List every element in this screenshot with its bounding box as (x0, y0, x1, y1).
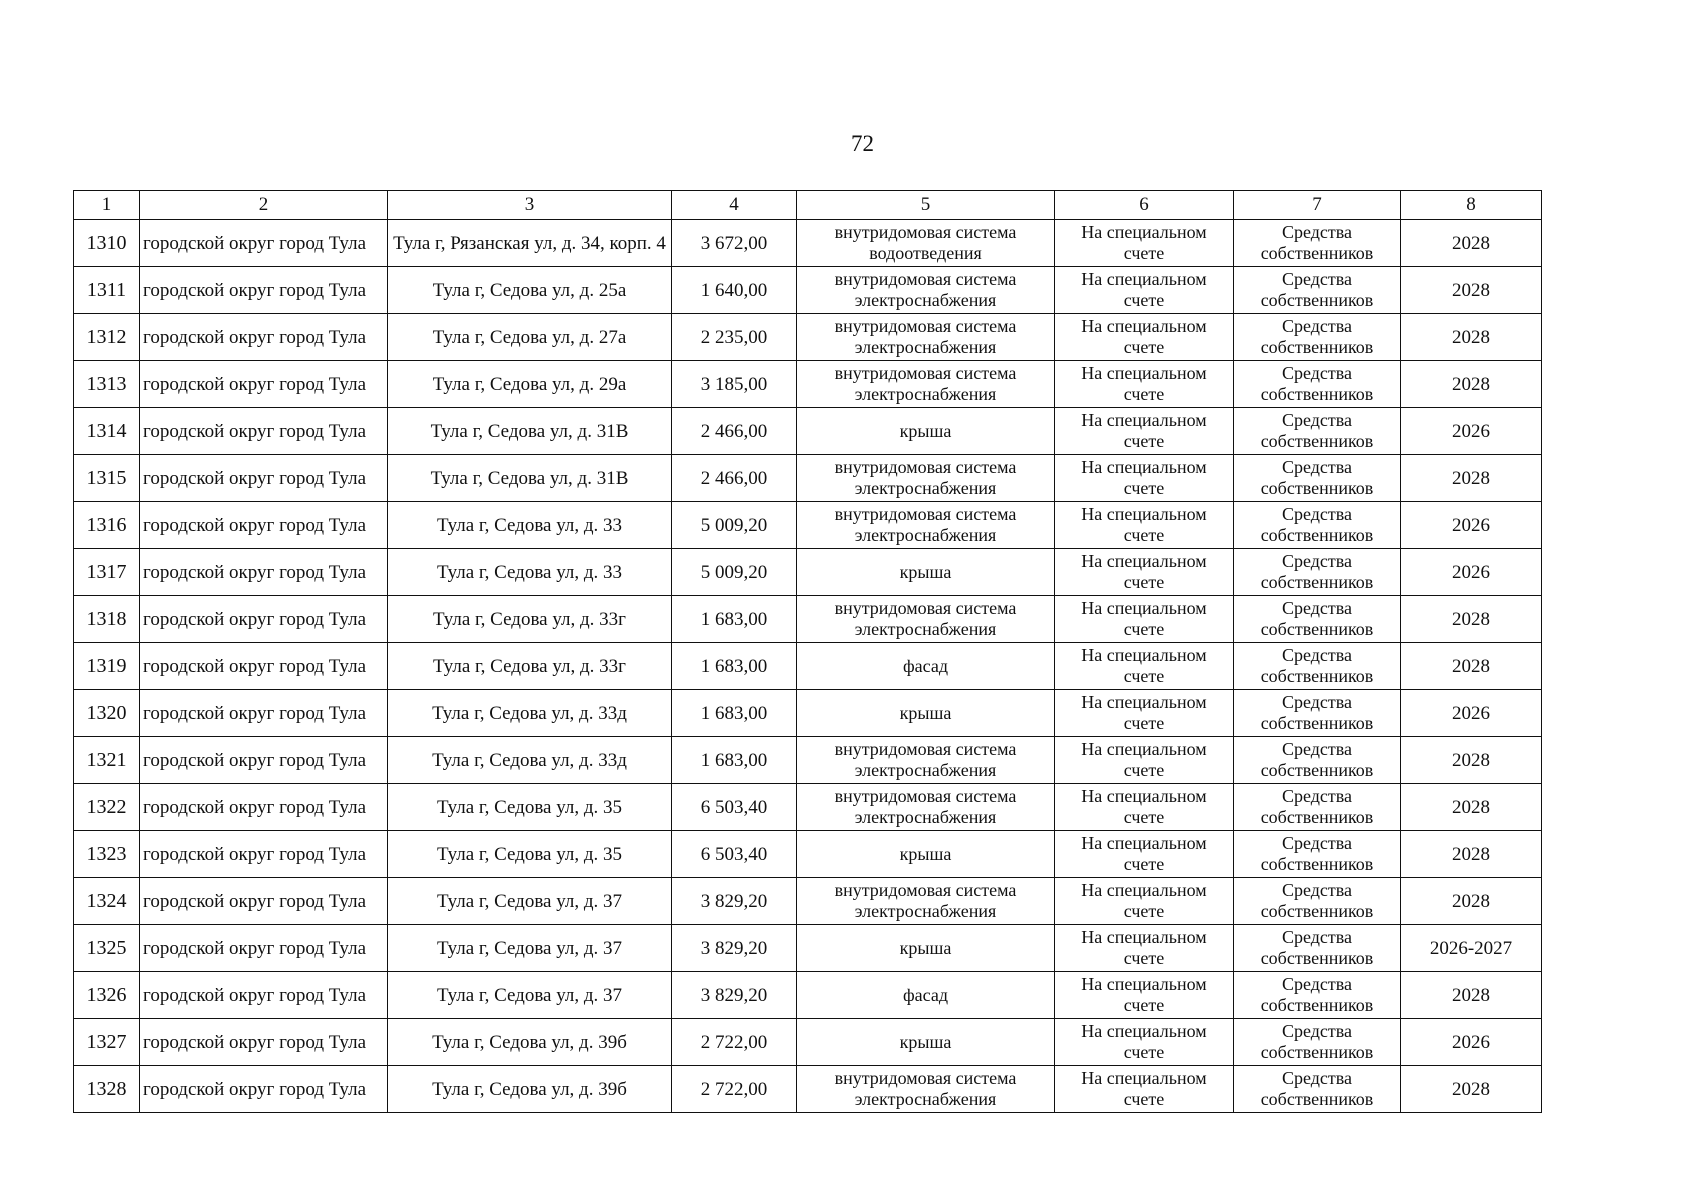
work-type-cell: фасад (797, 643, 1055, 690)
table-body (74, 220, 1542, 1113)
planned-year-cell: 2026 (1401, 690, 1542, 737)
funding-source-cell: Средства собственников (1234, 784, 1401, 831)
row-number: 1324 (74, 878, 140, 925)
row-number: 1321 (74, 737, 140, 784)
address-cell: Тула г, Седова ул, д. 27а (388, 314, 672, 361)
row-number: 1318 (74, 596, 140, 643)
table-row (74, 925, 1542, 972)
header-row (74, 191, 1542, 220)
work-type-cell: крыша (797, 690, 1055, 737)
planned-year-cell: 2028 (1401, 831, 1542, 878)
address-cell: Тула г, Седова ул, д. 39б (388, 1019, 672, 1066)
area-cell: 1 683,00 (672, 643, 797, 690)
funding-source-cell: Средства собственников (1234, 502, 1401, 549)
address-cell: Тула г, Седова ул, д. 33г (388, 596, 672, 643)
area-cell: 3 185,00 (672, 361, 797, 408)
funding-source-cell: Средства собственников (1234, 643, 1401, 690)
funding-source-cell: Средства собственников (1234, 220, 1401, 267)
header-cell: 4 (672, 191, 797, 220)
work-type-cell: внутридомовая система электроснабжения (797, 596, 1055, 643)
fund-account-cell: На специальном счете (1055, 220, 1234, 267)
header-cell: 5 (797, 191, 1055, 220)
table-row (74, 220, 1542, 267)
work-type-cell: крыша (797, 1019, 1055, 1066)
fund-account-cell: На специальном счете (1055, 267, 1234, 314)
funding-source-cell: Средства собственников (1234, 878, 1401, 925)
work-type-cell: внутридомовая система электроснабжения (797, 455, 1055, 502)
planned-year-cell: 2028 (1401, 643, 1542, 690)
work-type-cell: крыша (797, 925, 1055, 972)
address-cell: Тула г, Седова ул, д. 37 (388, 925, 672, 972)
row-number: 1312 (74, 314, 140, 361)
work-type-cell: внутридомовая система электроснабжения (797, 267, 1055, 314)
address-cell: Тула г, Седова ул, д. 33 (388, 502, 672, 549)
header-cell: 8 (1401, 191, 1542, 220)
address-cell: Тула г, Седова ул, д. 37 (388, 972, 672, 1019)
district-cell: городской округ город Тула (140, 549, 388, 596)
area-cell: 3 829,20 (672, 878, 797, 925)
district-cell: городской округ город Тула (140, 737, 388, 784)
work-type-cell: фасад (797, 972, 1055, 1019)
row-number: 1323 (74, 831, 140, 878)
header-cell: 1 (74, 191, 140, 220)
work-type-cell: внутридомовая система водоотведения (797, 220, 1055, 267)
planned-year-cell: 2028 (1401, 455, 1542, 502)
table-row (74, 737, 1542, 784)
funding-source-cell: Средства собственников (1234, 1066, 1401, 1113)
address-cell: Тула г, Седова ул, д. 39б (388, 1066, 672, 1113)
funding-source-cell: Средства собственников (1234, 831, 1401, 878)
row-number: 1320 (74, 690, 140, 737)
address-cell: Тула г, Седова ул, д. 33 (388, 549, 672, 596)
funding-source-cell: Средства собственников (1234, 925, 1401, 972)
address-cell: Тула г, Седова ул, д. 35 (388, 784, 672, 831)
area-cell: 2 466,00 (672, 408, 797, 455)
table-row (74, 1019, 1542, 1066)
fund-account-cell: На специальном счете (1055, 549, 1234, 596)
funding-source-cell: Средства собственников (1234, 1019, 1401, 1066)
planned-year-cell: 2028 (1401, 1066, 1542, 1113)
funding-source-cell: Средства собственников (1234, 549, 1401, 596)
table-row (74, 267, 1542, 314)
funding-source-cell: Средства собственников (1234, 408, 1401, 455)
area-cell: 1 683,00 (672, 596, 797, 643)
table-row (74, 972, 1542, 1019)
district-cell: городской округ город Тула (140, 643, 388, 690)
district-cell: городской округ город Тула (140, 361, 388, 408)
planned-year-cell: 2026 (1401, 408, 1542, 455)
planned-year-cell: 2026 (1401, 502, 1542, 549)
fund-account-cell: На специальном счете (1055, 972, 1234, 1019)
table-row (74, 455, 1542, 502)
work-type-cell: крыша (797, 549, 1055, 596)
table-row (74, 1066, 1542, 1113)
address-cell: Тула г, Седова ул, д. 31В (388, 455, 672, 502)
address-cell: Тула г, Седова ул, д. 33д (388, 737, 672, 784)
district-cell: городской округ город Тула (140, 408, 388, 455)
table-row (74, 878, 1542, 925)
table-row (74, 784, 1542, 831)
address-cell: Тула г, Седова ул, д. 29а (388, 361, 672, 408)
table-row (74, 596, 1542, 643)
table-row (74, 502, 1542, 549)
table-row (74, 361, 1542, 408)
district-cell: городской округ город Тула (140, 1066, 388, 1113)
fund-account-cell: На специальном счете (1055, 878, 1234, 925)
planned-year-cell: 2028 (1401, 878, 1542, 925)
address-cell: Тула г, Седова ул, д. 33г (388, 643, 672, 690)
row-number: 1328 (74, 1066, 140, 1113)
address-cell: Тула г, Седова ул, д. 35 (388, 831, 672, 878)
header-cell: 3 (388, 191, 672, 220)
page-number: 72 (851, 131, 874, 156)
address-cell: Тула г, Седова ул, д. 33д (388, 690, 672, 737)
funding-source-cell: Средства собственников (1234, 267, 1401, 314)
planned-year-cell: 2028 (1401, 972, 1542, 1019)
fund-account-cell: На специальном счете (1055, 596, 1234, 643)
row-number: 1310 (74, 220, 140, 267)
header-cell: 2 (140, 191, 388, 220)
work-type-cell: внутридомовая система электроснабжения (797, 314, 1055, 361)
district-cell: городской округ город Тула (140, 972, 388, 1019)
row-number: 1311 (74, 267, 140, 314)
planned-year-cell: 2028 (1401, 737, 1542, 784)
address-cell: Тула г, Седова ул, д. 31В (388, 408, 672, 455)
area-cell: 2 466,00 (672, 455, 797, 502)
table-row (74, 549, 1542, 596)
row-number: 1315 (74, 455, 140, 502)
work-type-cell: крыша (797, 408, 1055, 455)
funding-source-cell: Средства собственников (1234, 596, 1401, 643)
work-type-cell: крыша (797, 831, 1055, 878)
area-cell: 1 683,00 (672, 737, 797, 784)
area-cell: 3 829,20 (672, 925, 797, 972)
district-cell: городской округ город Тула (140, 878, 388, 925)
fund-account-cell: На специальном счете (1055, 455, 1234, 502)
address-cell: Тула г, Рязанская ул, д. 34, корп. 4 (388, 220, 672, 267)
repair-register-table (73, 190, 1542, 1113)
work-type-cell: внутридомовая система электроснабжения (797, 878, 1055, 925)
fund-account-cell: На специальном счете (1055, 643, 1234, 690)
area-cell: 3 829,20 (672, 972, 797, 1019)
funding-source-cell: Средства собственников (1234, 737, 1401, 784)
table-row (74, 831, 1542, 878)
area-cell: 5 009,20 (672, 549, 797, 596)
work-type-cell: внутридомовая система электроснабжения (797, 784, 1055, 831)
work-type-cell: внутридомовая система электроснабжения (797, 737, 1055, 784)
table-row (74, 314, 1542, 361)
row-number: 1322 (74, 784, 140, 831)
fund-account-cell: На специальном счете (1055, 502, 1234, 549)
district-cell: городской округ город Тула (140, 502, 388, 549)
district-cell: городской округ город Тула (140, 596, 388, 643)
district-cell: городской округ город Тула (140, 455, 388, 502)
planned-year-cell: 2028 (1401, 314, 1542, 361)
area-cell: 6 503,40 (672, 831, 797, 878)
district-cell: городской округ город Тула (140, 1019, 388, 1066)
district-cell: городской округ город Тула (140, 831, 388, 878)
planned-year-cell: 2026 (1401, 1019, 1542, 1066)
work-type-cell: внутридомовая система электроснабжения (797, 1066, 1055, 1113)
planned-year-cell: 2028 (1401, 220, 1542, 267)
area-cell: 1 683,00 (672, 690, 797, 737)
planned-year-cell: 2028 (1401, 361, 1542, 408)
fund-account-cell: На специальном счете (1055, 361, 1234, 408)
planned-year-cell: 2028 (1401, 784, 1542, 831)
planned-year-cell: 2028 (1401, 267, 1542, 314)
row-number: 1316 (74, 502, 140, 549)
fund-account-cell: На специальном счете (1055, 925, 1234, 972)
address-cell: Тула г, Седова ул, д. 37 (388, 878, 672, 925)
district-cell: городской округ город Тула (140, 267, 388, 314)
area-cell: 2 235,00 (672, 314, 797, 361)
table-row (74, 643, 1542, 690)
fund-account-cell: На специальном счете (1055, 784, 1234, 831)
table-row (74, 408, 1542, 455)
funding-source-cell: Средства собственников (1234, 361, 1401, 408)
fund-account-cell: На специальном счете (1055, 737, 1234, 784)
row-number: 1314 (74, 408, 140, 455)
work-type-cell: внутридомовая система электроснабжения (797, 502, 1055, 549)
area-cell: 2 722,00 (672, 1019, 797, 1066)
district-cell: городской округ город Тула (140, 314, 388, 361)
district-cell: городской округ город Тула (140, 925, 388, 972)
row-number: 1319 (74, 643, 140, 690)
fund-account-cell: На специальном счете (1055, 831, 1234, 878)
fund-account-cell: На специальном счете (1055, 314, 1234, 361)
district-cell: городской округ город Тула (140, 784, 388, 831)
funding-source-cell: Средства собственников (1234, 455, 1401, 502)
table-row (74, 690, 1542, 737)
planned-year-cell: 2026 (1401, 549, 1542, 596)
fund-account-cell: На специальном счете (1055, 1019, 1234, 1066)
funding-source-cell: Средства собственников (1234, 314, 1401, 361)
area-cell: 3 672,00 (672, 220, 797, 267)
funding-source-cell: Средства собственников (1234, 690, 1401, 737)
row-number: 1317 (74, 549, 140, 596)
row-number: 1313 (74, 361, 140, 408)
district-cell: городской округ город Тула (140, 690, 388, 737)
funding-source-cell: Средства собственников (1234, 972, 1401, 1019)
fund-account-cell: На специальном счете (1055, 690, 1234, 737)
fund-account-cell: На специальном счете (1055, 1066, 1234, 1113)
area-cell: 2 722,00 (672, 1066, 797, 1113)
row-number: 1327 (74, 1019, 140, 1066)
header-cell: 7 (1234, 191, 1401, 220)
row-number: 1325 (74, 925, 140, 972)
header-cell: 6 (1055, 191, 1234, 220)
planned-year-cell: 2028 (1401, 596, 1542, 643)
work-type-cell: внутридомовая система электроснабжения (797, 361, 1055, 408)
area-cell: 5 009,20 (672, 502, 797, 549)
row-number: 1326 (74, 972, 140, 1019)
address-cell: Тула г, Седова ул, д. 25а (388, 267, 672, 314)
district-cell: городской округ город Тула (140, 220, 388, 267)
area-cell: 1 640,00 (672, 267, 797, 314)
area-cell: 6 503,40 (672, 784, 797, 831)
planned-year-cell: 2026-2027 (1401, 925, 1542, 972)
fund-account-cell: На специальном счете (1055, 408, 1234, 455)
